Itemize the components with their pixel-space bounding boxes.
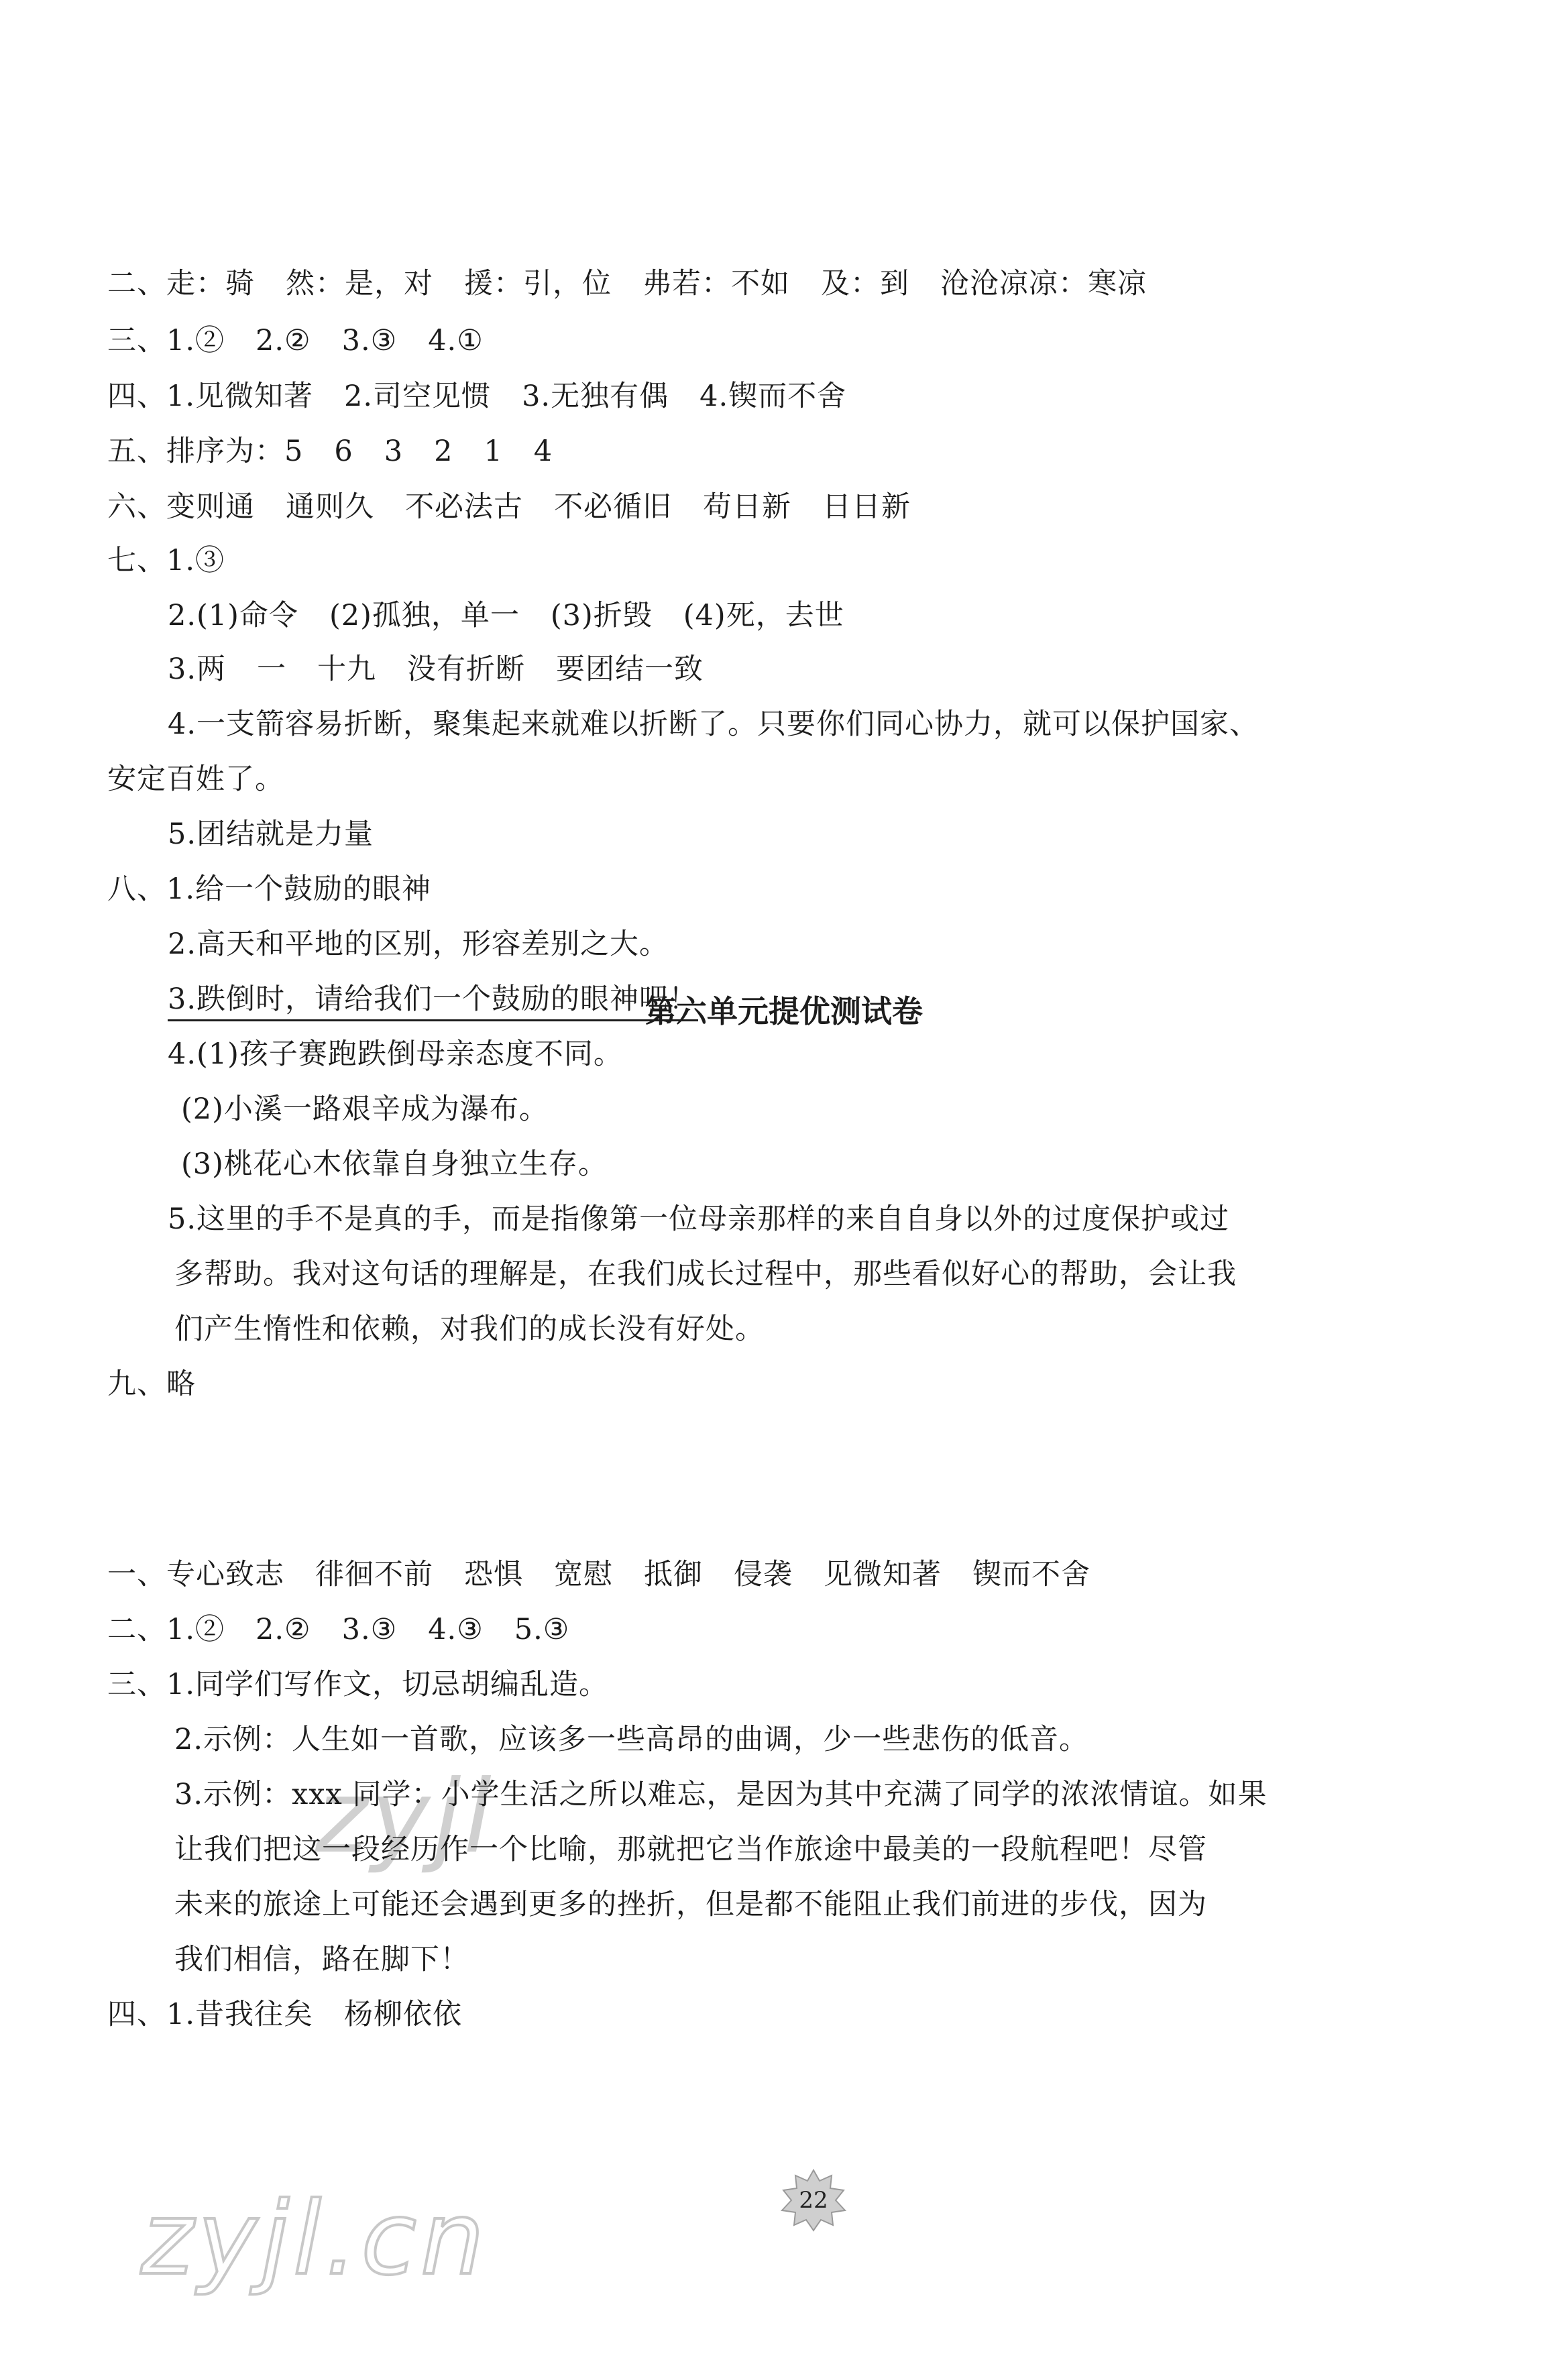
answer-segment: 三、1.同学们写作文，切忌胡编乱造。 [107,1668,609,1701]
answer-segment: 四、1.昔我往矣 [107,1998,314,2031]
answer-line [107,378,846,415]
answer-segment: 三、1.② [107,324,225,357]
answer-segment: 不必法古 [405,490,523,524]
answer-segment: 没有折断 [407,653,526,686]
answer-line [168,705,1259,743]
answer-line [107,1556,1090,1593]
answer-segment: 六、变则通 [107,490,255,524]
answer-segment: 徘徊不前 [315,1558,433,1591]
answer-segment: 十九 [317,653,377,686]
answer-segment: (2)小溪一路艰辛成为瀑布。 [181,1092,549,1126]
answer-segment: 6 [334,435,353,468]
answer-segment: 四、1.见微知著 [107,380,314,413]
answer-segment: 让我们把这一段经历作一个比喻，那就把它当作旅途中最美的一段航程吧！尽管 [174,1833,1207,1866]
answer-segment: 然：是，对 [286,267,433,300]
answer-segment: 4.① [428,324,484,357]
answer-segment: 及：到 [821,267,909,300]
answer-line [107,322,484,359]
answer-segment: 见微知著 [824,1558,942,1591]
answer-segment: 5.这里的手不是真的手，而是指像第一位母亲那样的来自自身以外的过度保护或过 [168,1202,1230,1236]
answer-line [174,1255,1237,1293]
answer-segment: 五、排序为：5 [107,435,304,468]
answer-segment: 不必循旧 [554,490,672,524]
answer-line [168,1035,623,1073]
answer-line [107,870,431,908]
answer-segment: 3 [384,435,404,468]
answer-segment: 侵袭 [734,1558,793,1591]
answer-segment: 九、略 [107,1367,196,1401]
answer-segment: 3.两 [168,653,227,686]
answer-line [107,542,225,579]
answer-segment: 八、1.给一个鼓励的眼神 [107,872,432,906]
answer-segment: 要团结一致 [556,653,704,686]
answer-segment: 2.② [256,324,311,357]
answer-line [174,1721,1088,1758]
answer-line [107,265,1147,302]
answer-line [107,1666,608,1703]
answer-segment: 杨柳依依 [344,1998,463,2031]
answer-segment: 援：引，位 [464,267,612,300]
answer-segment: 2.② [256,1613,311,1646]
answer-segment: 5.团结就是力量 [168,817,374,851]
answer-segment: 3.示例：xxx 同学：小学生活之所以难忘，是因为其中充满了同学的浓浓情谊。如果 [174,1778,1268,1811]
answer-line [107,1996,462,2033]
answer-line [107,1365,196,1403]
answer-segment: 们产生惰性和依赖，对我们的成长没有好处。 [174,1312,765,1346]
answer-line [107,760,284,798]
answer-segment: 4.③ [428,1613,484,1646]
answer-segment: 4.锲而不舍 [699,380,847,413]
answer-line [181,1145,608,1183]
answer-segment: 2.司空见惯 [344,380,492,413]
answer-segment: 抵御 [644,1558,703,1591]
section-title: 第六单元提优测试卷 [645,993,923,1029]
answer-segment: (4)死，去世 [683,599,844,632]
answer-segment: 2.示例：人生如一首歌，应该多一些高昂的曲调，少一些悲伤的低音。 [174,1723,1089,1756]
answer-segment: 锲而不舍 [972,1558,1090,1591]
answer-segment: 七、1.③ [107,544,225,577]
answer-segment: 日日新 [822,490,911,524]
answer-segment: 宽慰 [554,1558,613,1591]
page-number: 22 [799,2187,828,2214]
answer-segment: 5.③ [514,1613,570,1646]
answer-segment: 4 [533,435,553,468]
answer-segment: 2 [434,435,453,468]
answer-segment: 4.(1)孩子赛跑跌倒母亲态度不同。 [168,1037,623,1071]
page-number-badge [777,2166,850,2233]
answer-segment: (3)折毁 [550,599,653,632]
answer-segment: 3.无独有偶 [522,380,669,413]
answer-line [107,488,911,526]
answer-line [168,1200,1229,1238]
answer-segment: 弗若：不如 [642,267,790,300]
answer-line [168,815,374,853]
answer-segment: 3.跌倒时，请给我们一个鼓励的眼神吧！ [168,980,698,1021]
answer-line [174,1941,469,1978]
answer-line [174,1886,1207,1923]
answer-segment: 2.高天和平地的区别，形容差别之大。 [168,927,669,961]
answer-segment: 苟日新 [703,490,791,524]
answer-segment: 4.一支箭容易折断，聚集起来就难以折断了。只要你们同心协力，就可以保护国家、 [168,708,1259,741]
answer-segment: 1 [484,435,503,468]
answer-segment: 3.③ [341,1613,398,1646]
answer-line [181,1090,549,1128]
answer-segment: 沧沧凉凉：寒凉 [940,267,1147,300]
answer-segment: 未来的旅途上可能还会遇到更多的挫折，但是都不能阻止我们前进的步伐，因为 [174,1888,1207,1921]
answer-segment: 安定百姓了。 [107,762,284,796]
answer-segment: 恐惧 [464,1558,523,1591]
watermark-mid: zyjl [315,1759,494,1876]
answer-segment: 二、1.② [107,1613,225,1646]
watermark-bottom-text: zyjl.cn [141,2181,489,2298]
answer-line [168,597,844,634]
answer-line [174,1310,765,1348]
answer-segment: 3.③ [341,324,398,357]
answer-segment: (3)桃花心木依靠自身独立生存。 [181,1147,608,1181]
answer-line [168,925,669,963]
answer-line [107,1611,569,1648]
watermark-bottom [134,2173,604,2307]
answer-line [107,433,553,470]
answer-segment: 一 [257,653,287,686]
answer-segment: 2.(1)命令 [168,599,298,632]
answer-segment: 我们相信，路在脚下！ [174,1943,469,1976]
answer-segment: 一、专心致志 [107,1558,284,1591]
answer-segment: (2)孤独，单一 [329,599,520,632]
answer-line [168,650,704,688]
answer-segment: 二、走：骑 [107,267,255,300]
answer-segment: 通则久 [286,490,374,524]
answer-segment: 多帮助。我对这句话的理解是，在我们成长过程中，那些看似好心的帮助，会让我 [174,1257,1237,1291]
